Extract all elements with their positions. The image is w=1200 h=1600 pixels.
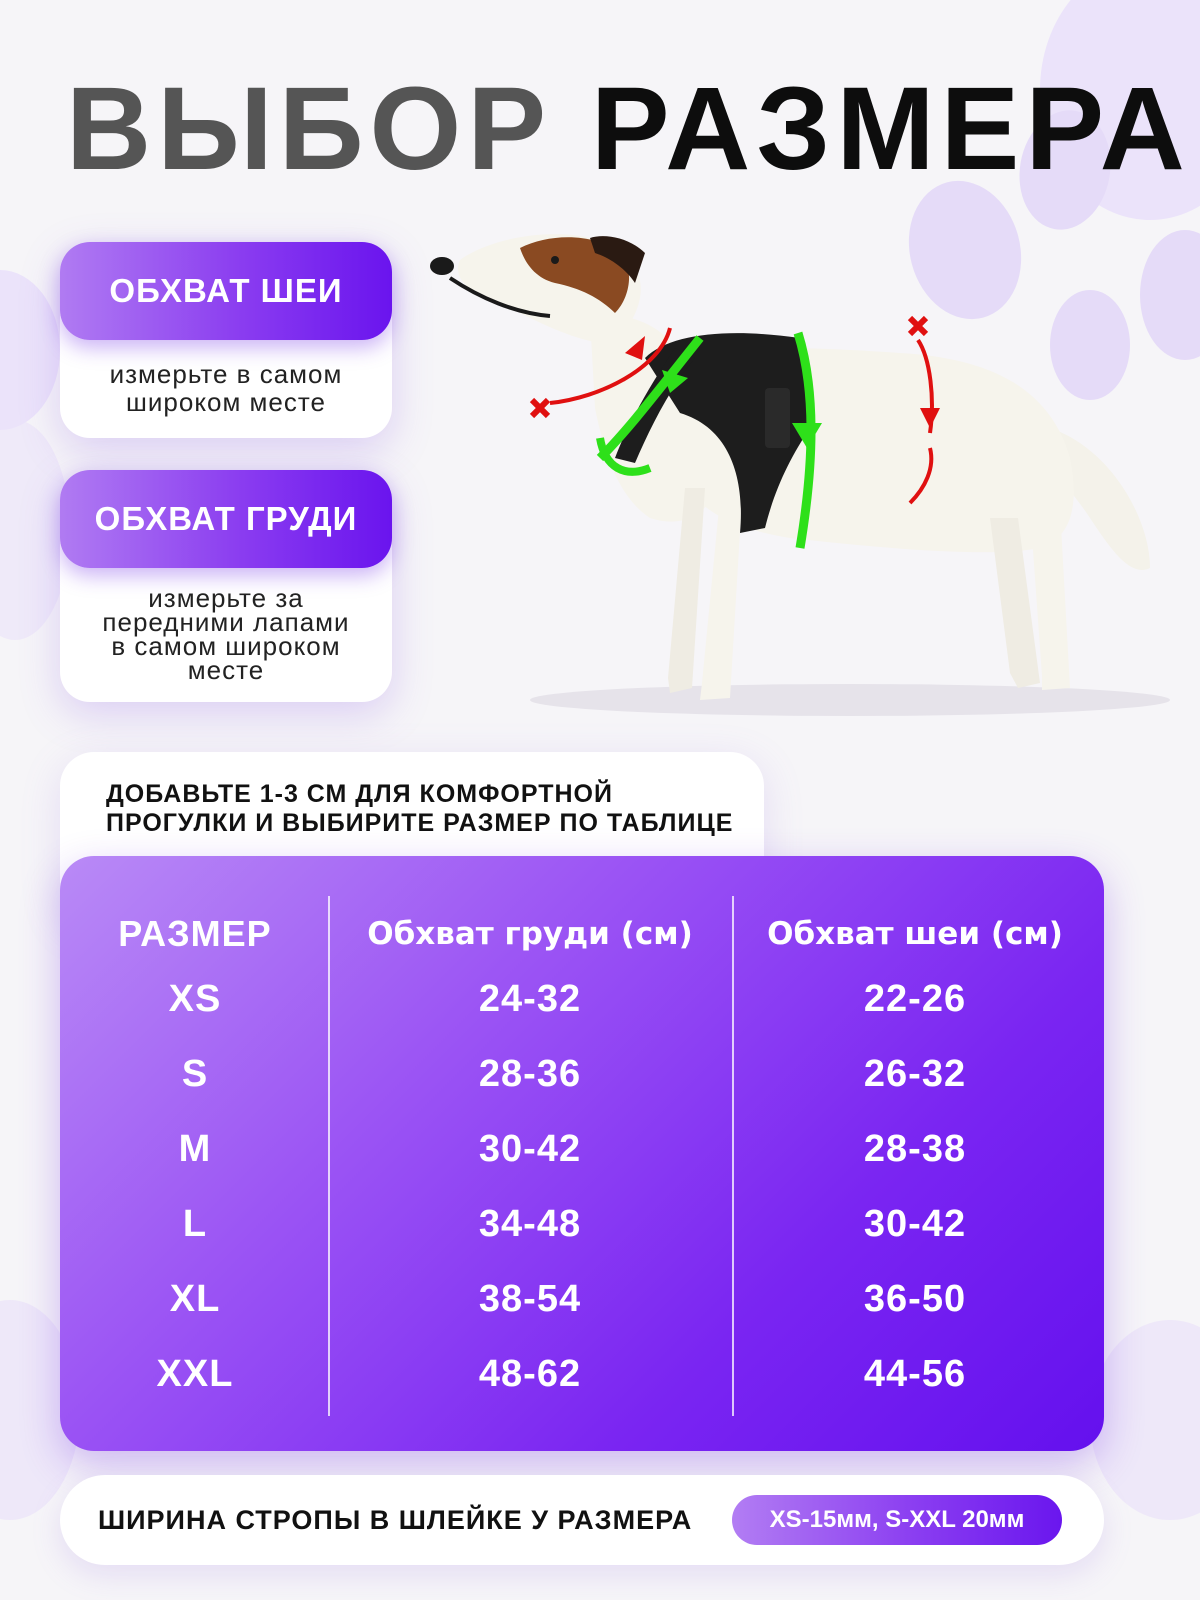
size-cell: XS xyxy=(168,978,222,1020)
fit-note-text xyxy=(106,780,733,838)
chest-card-line: в самом широком xyxy=(111,631,341,661)
page-title-word1: ВЫБОР xyxy=(66,63,553,195)
chest-card xyxy=(60,470,392,702)
chest-column xyxy=(335,906,725,1412)
neck-header: Обхват шеи (см) xyxy=(767,916,1063,952)
size-table xyxy=(60,856,1104,1451)
neck-cell: 36-50 xyxy=(863,1278,967,1320)
size-cell: S xyxy=(181,1053,209,1095)
neck-cell: 30-42 xyxy=(863,1203,967,1245)
neck-card-text xyxy=(60,340,392,416)
bg-blob xyxy=(0,270,60,430)
strap-width-label: ШИРИНА СТРОПЫ В ШЛЕЙКЕ У РАЗМЕРА xyxy=(98,1505,693,1535)
size-cell: XL xyxy=(169,1278,221,1320)
size-header: РАЗМЕР xyxy=(118,913,272,954)
size-cell: XXL xyxy=(156,1353,234,1395)
strap-width-badge: XS-15мм, S-XXL 20мм xyxy=(732,1495,1062,1545)
neck-card-heading: ОБХВАТ ШЕИ xyxy=(60,242,392,340)
column-divider xyxy=(732,896,734,1416)
neck-cell: 44-56 xyxy=(863,1353,967,1395)
chest-cell: 30-42 xyxy=(478,1128,582,1170)
red-cross-icon xyxy=(910,318,926,334)
bg-blob xyxy=(1090,1320,1200,1520)
chest-cell: 24-32 xyxy=(478,978,582,1020)
chest-cell: 34-48 xyxy=(478,1203,582,1245)
fit-note-line: ДОБАВЬТЕ 1-3 СМ ДЛЯ КОМФОРТНОЙ xyxy=(106,780,613,808)
neck-card-line: широком месте xyxy=(126,387,326,417)
neck-column xyxy=(740,906,1090,1412)
neck-card-line: измерьте в самом xyxy=(109,359,343,389)
neck-cell: 22-26 xyxy=(863,978,967,1020)
fit-note-line: ПРОГУЛКИ И ВЫБИРИТЕ РАЗМЕР ПО ТАБЛИЦЕ xyxy=(106,809,734,837)
chest-card-heading: ОБХВАТ ГРУДИ xyxy=(60,470,392,568)
dog-illustration xyxy=(430,228,1190,728)
page-title-word2: РАЗМЕРА xyxy=(590,63,1191,195)
chest-header: Обхват груди (см) xyxy=(367,916,693,952)
red-cross-icon xyxy=(532,400,548,416)
size-cell: L xyxy=(182,1203,208,1245)
chest-cell: 28-36 xyxy=(478,1053,582,1095)
neck-cell: 28-38 xyxy=(863,1128,967,1170)
chest-card-line: передними лапами xyxy=(102,607,350,637)
chest-card-text xyxy=(60,568,392,685)
chest-cell: 48-62 xyxy=(478,1353,582,1395)
size-cell: M xyxy=(178,1128,212,1170)
page-title xyxy=(66,63,1191,195)
size-column xyxy=(80,906,310,1412)
chest-card-line: измерьте за xyxy=(148,583,304,613)
chest-card-line: месте xyxy=(187,655,265,685)
chest-cell: 38-54 xyxy=(478,1278,582,1320)
column-divider xyxy=(328,896,330,1416)
neck-cell: 26-32 xyxy=(863,1053,967,1095)
neck-card xyxy=(60,242,392,438)
strap-width-strip xyxy=(60,1475,1104,1565)
